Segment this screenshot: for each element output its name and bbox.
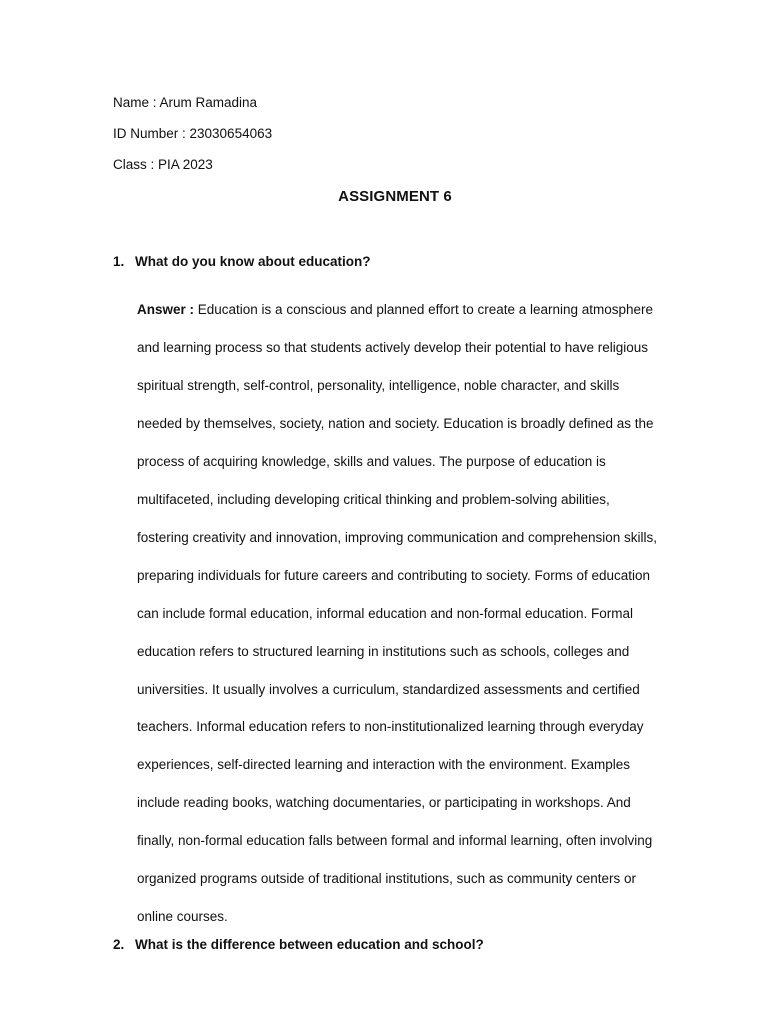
answer-1-line-13: experiences, self-directed learning and interaction with the environment. Examples [137,757,631,773]
question-2 [113,937,484,952]
question-1-text: What do you know about education? [135,254,371,269]
answer-1 [137,291,682,936]
student-class: Class : PIA 2023 [113,157,213,172]
answer-1-line-9: can include formal education, informal education and non-formal education. Formal [137,605,634,621]
answer-1-line-5: process of acquiring knowledge, skills and values. The purpose of education is [137,453,606,469]
question-1-number: 1. [113,254,125,269]
answer-1-line-16: organized programs outside of traditional institutions, such as community centers or [137,871,636,887]
answer-1-line-17: online courses. [137,909,228,925]
answer-1-line-2: and learning process so that students actively develop their potential to have religious [137,339,649,355]
answer-1-line-7: fostering creativity and innovation, improving communication and comprehension skills, [137,529,658,545]
question-2-text: What is the difference between education and school? [135,937,484,952]
answer-1-line-3: spiritual strength, self-control, personality, intelligence, noble character, and skills [137,377,620,393]
answer-1-line-12: teachers. Informal education refers to non-institutionalized learning through everyday [137,719,644,735]
assignment-title: ASSIGNMENT 6 [338,188,452,205]
answer-1-line-1 [137,291,682,329]
student-id: ID Number : 23030654063 [113,126,273,141]
answer-1-line-8: preparing individuals for future careers and contributing to society. Forms of education [137,567,651,583]
answer-label: Answer : [137,302,195,317]
question-1 [113,254,371,269]
answer-1-line-11: universities. It usually involves a curriculum, standardized assessments and certified [137,681,640,697]
answer-1-line-6: multifaceted, including developing critical thinking and problem-solving abilities, [137,491,610,507]
student-name: Name : Arum Ramadina [113,95,258,110]
question-2-number: 2. [113,937,125,952]
answer-1-line-14: include reading books, watching documentaries, or participating in workshops. And [137,795,631,811]
answer-1-line-4: needed by themselves, society, nation and society. Education is broadly defined as the [137,415,654,431]
answer-1-line-1-text: Education is a conscious and planned effort to create a learning atmosphere [194,302,654,317]
answer-1-line-10: education refers to structured learning in institutions such as schools, colleges and [137,643,630,659]
answer-1-line-15: finally, non-formal education falls between formal and informal learning, often involving [137,833,653,849]
